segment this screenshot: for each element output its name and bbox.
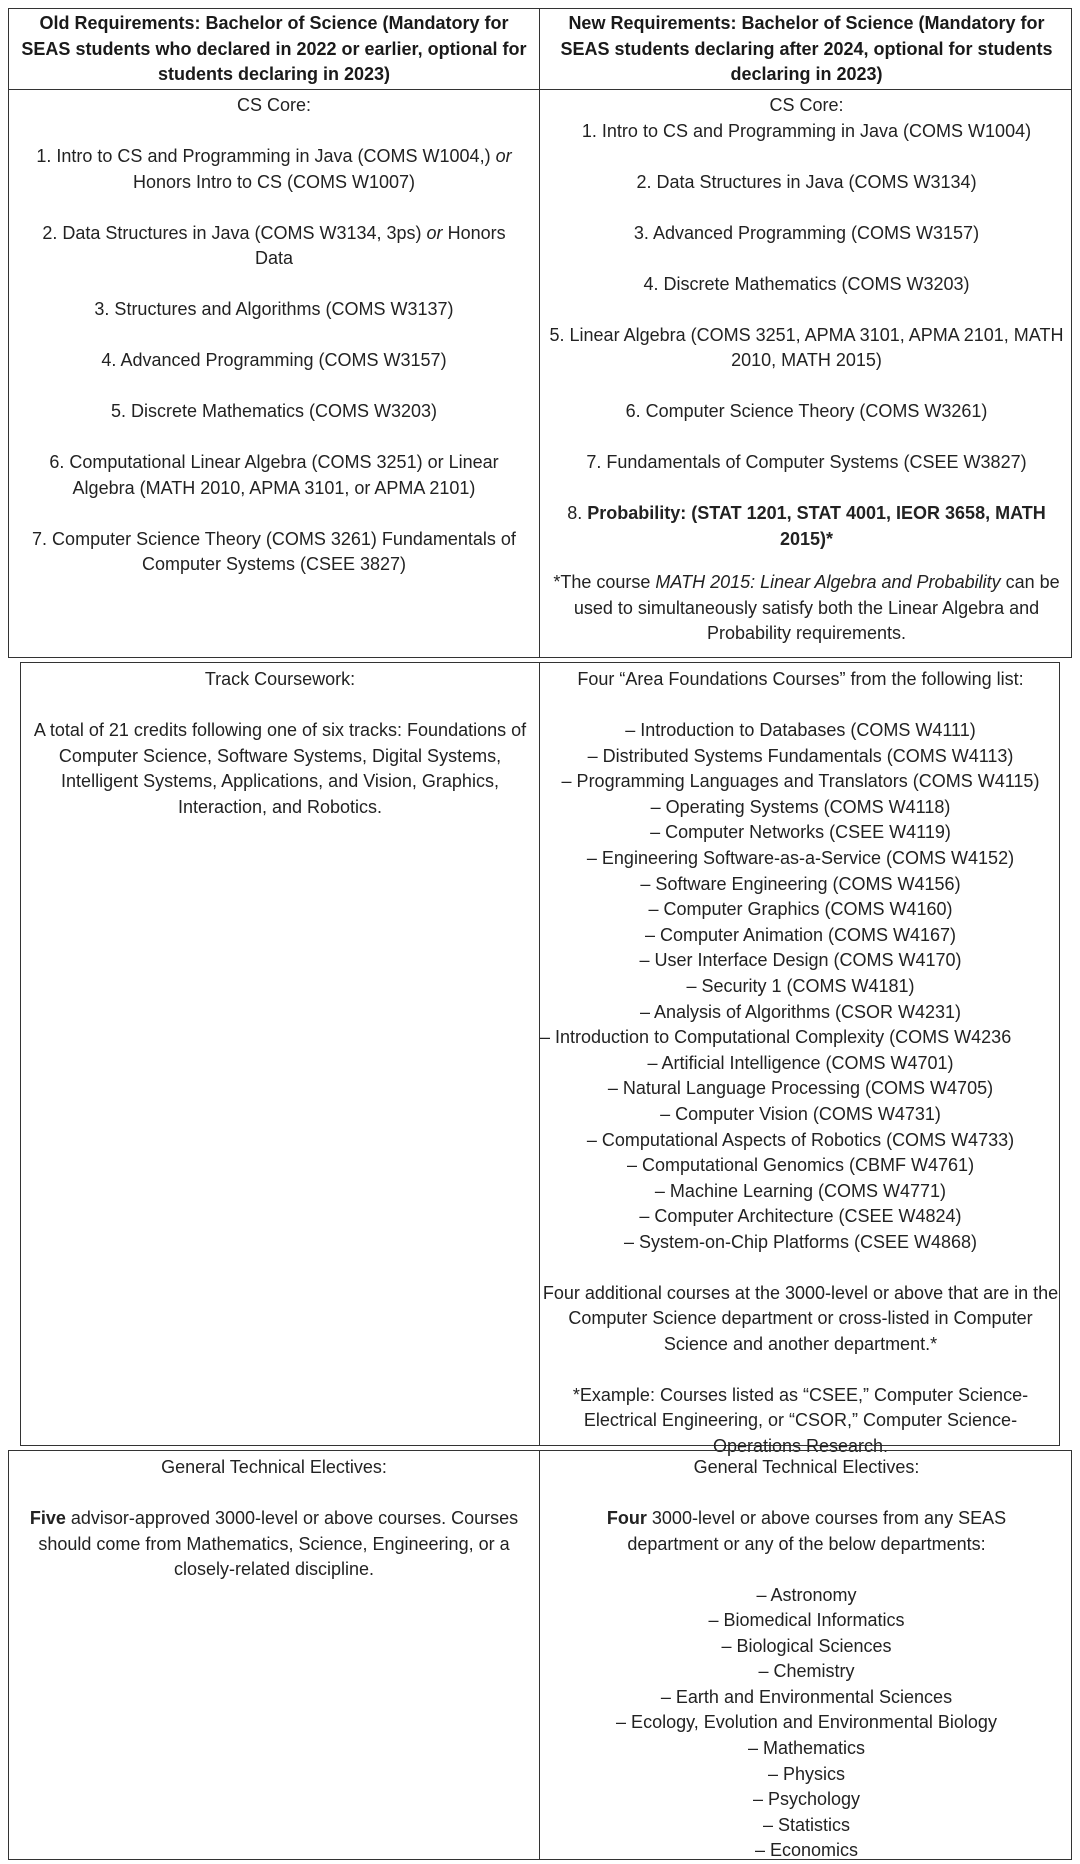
new-core-item-5: 5. Linear Algebra (COMS 3251, APMA 3101, APMA 2101, MATH 2010, MATH 2015) xyxy=(549,324,1064,370)
list-item: – Operating Systems (COMS W4118) xyxy=(650,796,951,817)
old-track-column xyxy=(21,667,539,1445)
old-core-item-1: 1. Intro to CS and Programming in Java (COMS W1004,) or Honors Intro to CS (COMS W1007) xyxy=(36,146,512,192)
old-core-item-6: 6. Computational Linear Algebra (COMS 3251) or Linear Algebra (MATH 2010, APMA 3101, or APMA 2101) xyxy=(49,452,499,498)
list-item: – Economics xyxy=(754,1840,859,1861)
list-item: – Mathematics xyxy=(747,1738,866,1759)
list-item: – Computational Genomics (CBMF W4761) xyxy=(626,1155,975,1176)
new-electives-title: General Technical Electives: xyxy=(693,1457,920,1477)
old-core-item-2: 2. Data Structures in Java (COMS W3134, 3ps) or Honors Data xyxy=(42,222,506,268)
new-core-item-3: 3. Advanced Programming (COMS W3157) xyxy=(633,222,980,243)
new-core-item-7: 7. Fundamentals of Computer Systems (CSEE W3827) xyxy=(586,452,1027,472)
additional-courses-text: Four additional courses at the 3000-level or above that are in the Computer Science department or cross-listed in Computer Science and another department.* xyxy=(542,1282,1059,1354)
example-note: *Example: Courses listed as “CSEE,” Computer Science-Electrical Engineering, or “CSOR,” Computer Science-Operations Research. xyxy=(572,1384,1029,1456)
list-item: – Introduction to Databases (COMS W4111) xyxy=(625,720,976,740)
old-core-column xyxy=(9,93,539,657)
list-item: – User Interface Design (COMS W4170) xyxy=(639,950,962,971)
list-item: – Computational Aspects of Robotics (COMS W4733) xyxy=(586,1129,1015,1150)
list-item: – Biomedical Informatics xyxy=(708,1610,905,1631)
new-header-text: New Requirements: Bachelor of Science (Mandatory for SEAS students declaring after 2024, optional for students declaring in 2023) xyxy=(560,13,1053,84)
new-track-column xyxy=(540,667,1061,1456)
list-item: – Machine Learning (COMS W4771) xyxy=(654,1180,947,1201)
old-electives-column xyxy=(9,1455,539,1859)
list-item: – Artificial Intelligence (COMS W4701) xyxy=(647,1052,954,1073)
list-item: – System-on-Chip Platforms (CSEE W4868) xyxy=(623,1231,978,1252)
list-item: – Astronomy xyxy=(756,1584,857,1605)
list-item: – Security 1 (COMS W4181) xyxy=(686,975,915,996)
old-core-item-3: 3. Structures and Algorithms (COMS W3137) xyxy=(94,299,454,319)
list-item: – Analysis of Algorithms (CSOR W4231) xyxy=(639,1001,962,1022)
old-core-item-5: 5. Discrete Mathematics (COMS W3203) xyxy=(110,401,438,421)
old-electives-title: General Technical Electives: xyxy=(161,1457,387,1477)
list-item: – Natural Language Processing (COMS W4705) xyxy=(607,1078,994,1099)
new-electives-column xyxy=(540,1455,1073,1859)
list-item: – Computer Vision (COMS W4731) xyxy=(660,1103,941,1124)
list-item: – Psychology xyxy=(752,1789,861,1810)
new-electives-text: Four 3000-level or above courses from any SEAS department or any of the below departments: xyxy=(606,1508,1007,1554)
old-electives-text: Five advisor-approved 3000-level or above courses. Courses should come from Mathematics, Science, Engineering, or a closely-related discipline. xyxy=(29,1508,519,1579)
list-item: – Statistics xyxy=(762,1814,851,1835)
list-item: – Biological Sciences xyxy=(721,1635,892,1656)
old-track-text: A total of 21 credits following one of six tracks: Foundations of Computer Science, Software Systems, Digital Systems, Intelligent Systems, Applications, and Vision, Graphics, Interaction, and Robotics. xyxy=(33,720,527,817)
list-item: – Chemistry xyxy=(758,1661,855,1682)
area-foundations-list xyxy=(540,718,1061,1255)
old-header-text: Old Requirements: Bachelor of Science (Mandatory for SEAS students who declared in 2022 or earlier, optional for students declaring in 2023) xyxy=(21,13,527,84)
new-track-title: Four “Area Foundations Courses” from the following list: xyxy=(577,669,1024,689)
list-item: – Engineering Software-as-a-Service (COMS W4152) xyxy=(586,847,1015,868)
list-item: – Software Engineering (COMS W4156) xyxy=(640,873,961,894)
list-item: – Computer Graphics (COMS W4160) xyxy=(648,899,953,920)
old-core-item-7: 7. Computer Science Theory (COMS 3261) Fundamentals of Computer Systems (CSEE 3827) xyxy=(32,528,516,574)
list-item: – Computer Networks (CSEE W4119) xyxy=(650,822,951,843)
list-item: – Computer Architecture (CSEE W4824) xyxy=(639,1206,962,1227)
new-requirements-header xyxy=(540,9,1073,89)
list-item: – Physics xyxy=(767,1763,846,1784)
new-core-item-6: 6. Computer Science Theory (COMS W3261) xyxy=(625,401,988,421)
core-table xyxy=(8,8,1072,658)
list-item: – Programming Languages and Translators (COMS W4115) xyxy=(561,771,1040,792)
list-item: – Earth and Environmental Sciences xyxy=(660,1686,953,1707)
header-divider xyxy=(9,89,1071,90)
new-core-item-4: 4. Discrete Mathematics (COMS W3203) xyxy=(643,273,970,294)
new-core-item-1: 1. Intro to CS and Programming in Java (COMS W1004) xyxy=(581,120,1032,141)
list-item: – Distributed Systems Fundamentals (COMS W4113) xyxy=(587,745,1014,766)
track-table xyxy=(20,662,1060,1456)
old-requirements-header xyxy=(9,9,539,89)
list-item: – Computer Animation (COMS W4167) xyxy=(644,924,957,945)
old-core-title: CS Core: xyxy=(236,95,312,115)
list-item: – Ecology, Evolution and Environmental Biology xyxy=(616,1712,997,1733)
new-core-item-2: 2. Data Structures in Java (COMS W3134) xyxy=(636,171,977,192)
old-core-item-4: 4. Advanced Programming (COMS W3157) xyxy=(101,350,447,370)
old-track-title: Track Coursework: xyxy=(204,669,356,689)
new-core-item-8: 8. Probability: (STAT 1201, STAT 4001, IEOR 3658, MATH 2015)* xyxy=(567,503,1046,549)
list-item: – Introduction to Computational Complexity (COMS W4236 xyxy=(540,1027,1012,1048)
electives-table xyxy=(8,1450,1072,1860)
new-core-column xyxy=(540,93,1073,657)
new-core-title: CS Core: xyxy=(769,95,844,115)
departments-list xyxy=(580,1583,1033,1864)
new-core-note: *The course MATH 2015: Linear Algebra and Probability can be used to simultaneously satisfy both the Linear Algebra and Probability requirements. xyxy=(553,572,1060,643)
